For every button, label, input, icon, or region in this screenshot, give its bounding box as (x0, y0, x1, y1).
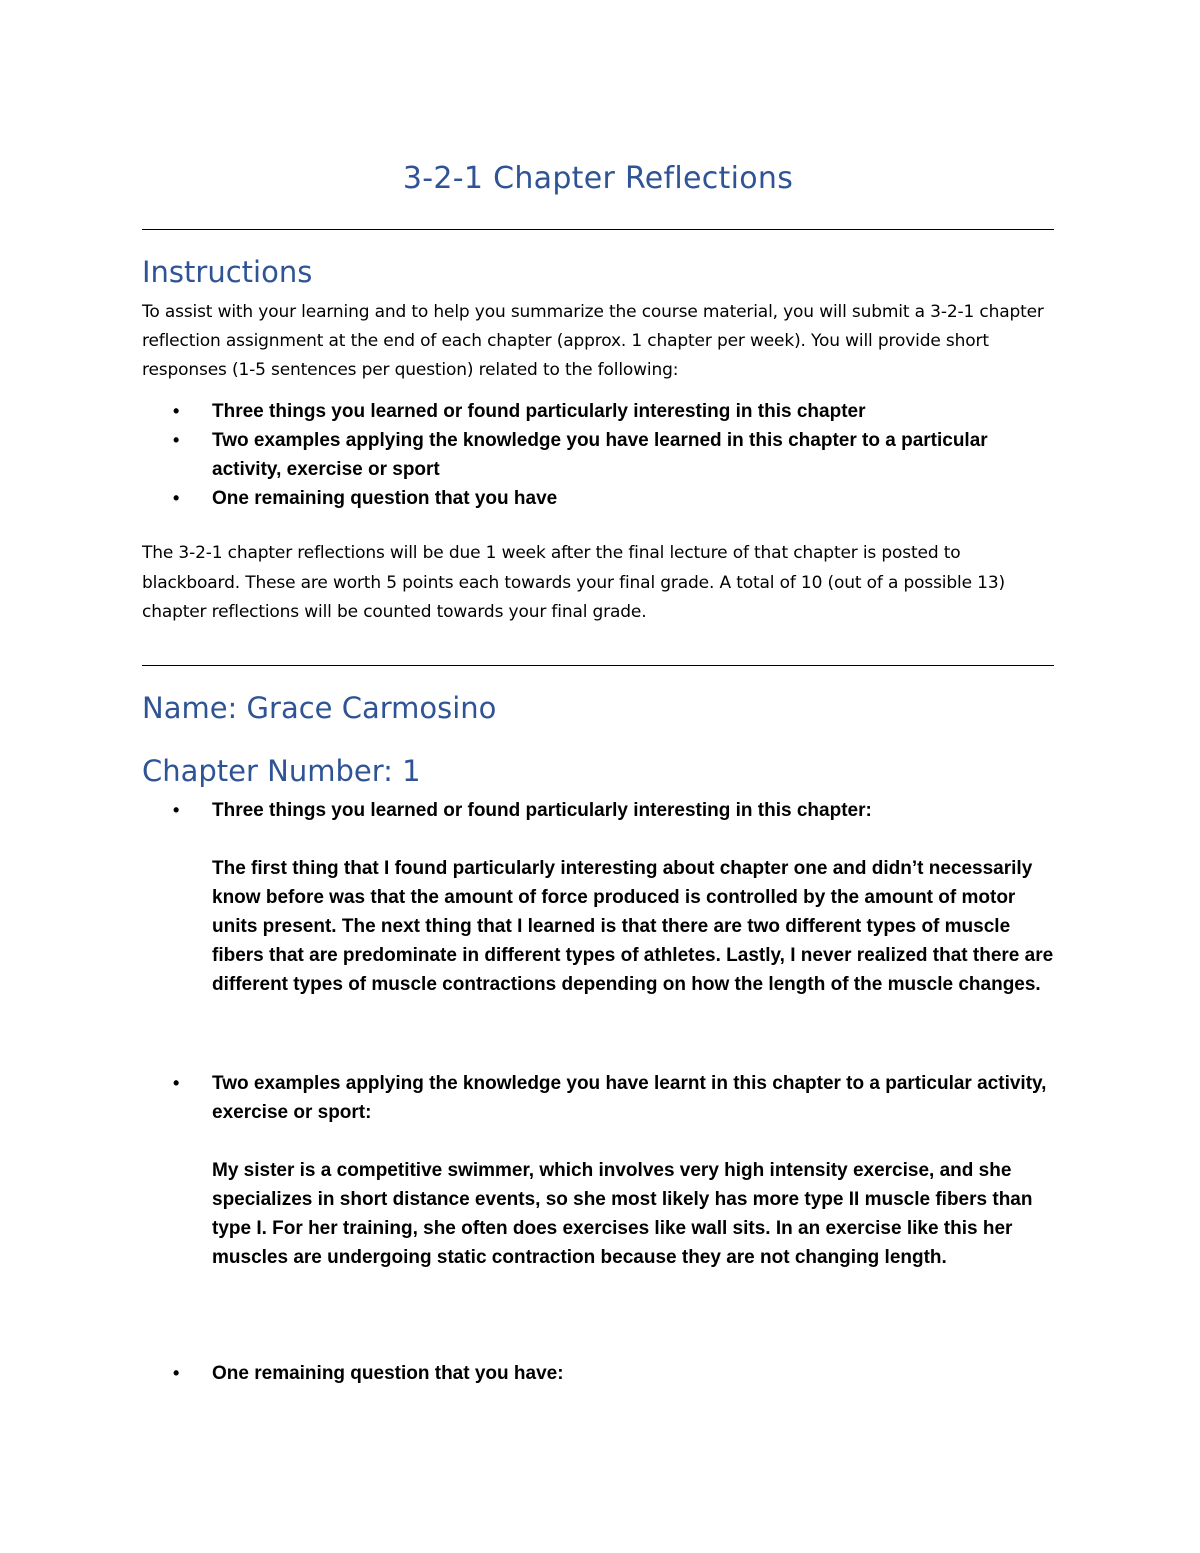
summary-item (142, 484, 1054, 513)
summary-item (142, 397, 1054, 426)
response-three-things (142, 796, 1054, 999)
bullet-icon: • (173, 800, 180, 820)
bullet-icon: • (173, 430, 180, 450)
title-divider (142, 229, 1054, 230)
response-one-question (142, 1359, 1054, 1388)
bullet-icon: • (173, 488, 180, 508)
section-divider (142, 665, 1054, 666)
response-question (142, 1069, 1054, 1127)
response-two-examples (142, 1069, 1054, 1272)
instructions-text: To assist with your learning and to help you summarize the course material, you will submit a 3-2-1 chapter reflection assignment at the end of each chapter (approx. 1 chapter per week). You will provide short responses (1-5 sentences per question) related to the following: (142, 302, 1044, 380)
response-answer: My sister is a competitive swimmer, which involves very high intensity exercise, and she specializes in short distance events, so she most likely has more type II muscle fibers than type I. For her training, she often does exercises like wall sits. In an exercise like this her muscles are undergoing static contraction because they are not changing length. (212, 1160, 1033, 1268)
response-answer: The first thing that I found particularly interesting about chapter one and didn’t necessarily know before was that the amount of force produced is controlled by the amount of motor units present. The next thing that I learned is that there are two different types of muscle fibers that are predominate in different types of athletes. Lastly, I never realized that there are different types of muscle contractions depending on how the length of the muscle changes. (212, 858, 1054, 995)
summary-item-text: Two examples applying the knowledge you have learned in this chapter to a particular activity, exercise or sport (212, 430, 988, 480)
due-date-text: The 3-2-1 chapter reflections will be due 1 week after the final lecture of that chapter is posted to blackboard. These are worth 5 points each towards your final grade. A total of 10 (out of a possible 13) chapter reflections will be counted towards your final grade. (142, 543, 1005, 622)
response-question-text: Three things you learned or found particularly interesting in this chapter: (212, 800, 872, 821)
student-name-heading: Name: Grace Carmosino (142, 691, 497, 725)
response-question (142, 1359, 1054, 1388)
response-question-text: One remaining question that you have: (212, 1363, 564, 1384)
summary-item-text: One remaining question that you have (212, 488, 558, 509)
chapter-number-heading: Chapter Number: 1 (142, 754, 421, 788)
summary-item (142, 426, 1054, 484)
summary-list (142, 397, 1054, 513)
summary-item-text: Three things you learned or found particularly interesting in this chapter (212, 401, 866, 422)
document-title: 3-2-1 Chapter Reflections (402, 161, 794, 196)
bullet-icon: • (173, 1073, 180, 1093)
bullet-icon: • (173, 1363, 180, 1383)
response-question (142, 796, 1054, 825)
instructions-heading: Instructions (142, 255, 313, 289)
bullet-icon: • (173, 401, 180, 421)
response-question-text: Two examples applying the knowledge you have learnt in this chapter to a particular activity, exercise or sport: (212, 1073, 1047, 1123)
